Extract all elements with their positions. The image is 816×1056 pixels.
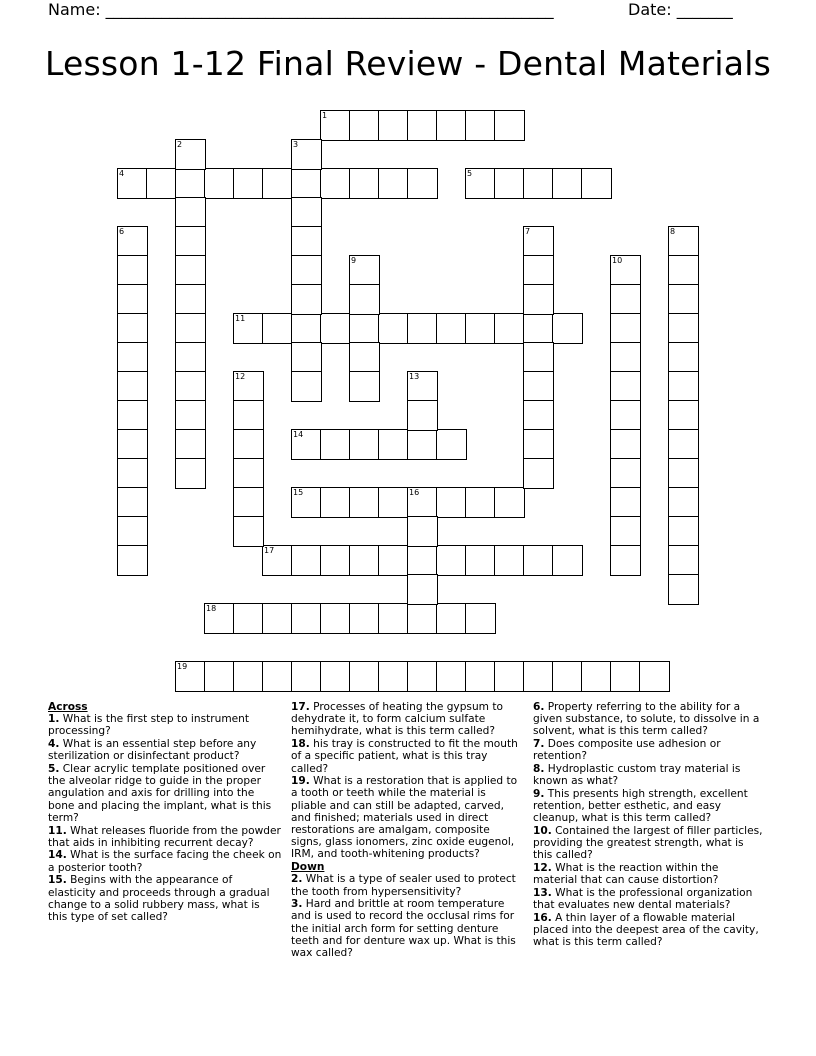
clue-text: What releases fluoride from the powder that aids in inhibiting recurrent decay? [48,824,281,849]
clues-column-2 [291,701,523,960]
crossword-cell[interactable] [668,255,699,286]
crossword-cell[interactable] [436,487,467,518]
crossword-cell[interactable] [668,371,699,402]
crossword-cell[interactable] [117,371,148,402]
crossword-cell[interactable] [291,255,322,286]
crossword-cell[interactable] [494,545,525,576]
crossword-cell[interactable] [291,661,322,692]
crossword-cell[interactable] [117,400,148,431]
cell-number: 2 [177,140,183,149]
crossword-cell[interactable] [436,661,467,692]
cell-number: 19 [177,662,188,671]
crossword-cell[interactable] [349,284,380,315]
crossword-cell[interactable] [668,226,699,257]
crossword-cell[interactable] [610,313,641,344]
clue-down-9 [533,788,765,825]
clue-across-18 [291,738,523,775]
crossword-cell[interactable] [610,487,641,518]
crossword-cell[interactable] [668,545,699,576]
crossword-cell[interactable] [523,371,554,402]
crossword-cell[interactable] [407,110,438,141]
crossword-cell[interactable] [262,168,293,199]
crossword-cell[interactable] [407,400,438,431]
crossword-cell[interactable] [175,168,206,199]
date-field[interactable]: Date: _______ [628,0,733,19]
crossword-cell[interactable] [291,284,322,315]
crossword-cell[interactable] [349,429,380,460]
crossword-cell[interactable] [378,168,409,199]
crossword-cell[interactable] [117,226,148,257]
crossword-cell[interactable] [320,429,351,460]
crossword-cell[interactable] [233,516,264,547]
clue-number: 12. [533,862,552,875]
crossword-cell[interactable] [407,661,438,692]
crossword-cell[interactable] [291,371,322,402]
crossword-cell[interactable] [291,197,322,228]
crossword-cell[interactable] [175,197,206,228]
crossword-cell[interactable] [291,139,322,170]
crossword-cell[interactable] [262,545,293,576]
clue-text: Property referring to the ability for a given substance, to solute, to dissolve in a solvent, what is this term called? [533,701,760,738]
crossword-cell[interactable] [175,458,206,489]
crossword-cell[interactable] [407,168,438,199]
clue-text: A thin layer of a flowable material placed into the deepest area of the cavity, what is this term called? [533,911,759,949]
clue-text: Begins with the appearance of elasticity and proceeds through a gradual change to a solid rubbery mass, what is this type of set called? [48,874,270,923]
crossword-cell[interactable] [320,545,351,576]
clue-number: 16. [533,911,552,924]
crossword-cell[interactable] [291,603,322,634]
cell-number: 6 [119,227,125,236]
crossword-cell[interactable] [436,313,467,344]
crossword-cell[interactable] [175,661,206,692]
crossword-cell[interactable] [378,487,409,518]
name-field[interactable]: Name: ________________________________________________________ [48,0,554,19]
crossword-cell[interactable] [146,168,177,199]
crossword-cell[interactable] [117,342,148,373]
crossword-cell[interactable] [349,168,380,199]
crossword-cell[interactable] [668,400,699,431]
crossword-cell[interactable] [291,545,322,576]
crossword-cell[interactable] [175,429,206,460]
crossword-cell[interactable] [523,458,554,489]
crossword-cell[interactable] [523,168,554,199]
crossword-cell[interactable] [175,226,206,257]
crossword-cell[interactable] [204,603,235,634]
crossword-cell[interactable] [523,545,554,576]
cell-number: 4 [119,169,125,178]
cell-number: 13 [409,372,420,381]
cell-number: 15 [293,488,304,497]
crossword-cell[interactable] [436,429,467,460]
crossword-cell[interactable] [668,429,699,460]
crossword-cell[interactable] [175,139,206,170]
crossword-cell[interactable] [117,487,148,518]
crossword-cell[interactable] [349,371,380,402]
crossword-cell[interactable] [668,342,699,373]
clue-number: 3. [291,898,303,911]
cell-number: 7 [525,227,531,236]
crossword-cell[interactable] [233,603,264,634]
crossword-cell[interactable] [291,487,322,518]
crossword-cell[interactable] [639,661,670,692]
crossword-cell[interactable] [378,545,409,576]
crossword-cell[interactable] [523,429,554,460]
crossword-cell[interactable] [610,255,641,286]
crossword-cell[interactable] [523,342,554,373]
crossword-cell[interactable] [610,516,641,547]
clue-number: 15. [48,874,67,887]
crossword-cell[interactable] [610,661,641,692]
crossword-cell[interactable] [610,284,641,315]
cell-number: 18 [206,604,217,613]
crossword-cell[interactable] [465,545,496,576]
crossword-cell[interactable] [523,255,554,286]
crossword-cell[interactable] [494,168,525,199]
clue-number: 19. [291,775,310,788]
clue-number: 1. [48,713,60,726]
crossword-cell[interactable] [407,429,438,460]
clue-number: 2. [291,873,303,886]
clue-across-1 [48,713,282,737]
cell-number: 12 [235,372,246,381]
crossword-cell[interactable] [552,545,583,576]
crossword-cell[interactable] [117,458,148,489]
crossword-cell[interactable] [349,603,380,634]
crossword-cell[interactable] [552,661,583,692]
crossword-cell[interactable] [349,545,380,576]
clue-number: 10. [533,825,552,838]
crossword-cell[interactable] [291,226,322,257]
crossword-cell[interactable] [349,255,380,286]
crossword-cell[interactable] [523,661,554,692]
crossword-cell[interactable] [204,661,235,692]
crossword-cell[interactable] [494,661,525,692]
crossword-cell[interactable] [175,255,206,286]
crossword-cell[interactable] [668,284,699,315]
cell-number: 17 [264,546,275,555]
crossword-cell[interactable] [117,255,148,286]
crossword-cell[interactable] [494,110,525,141]
cell-number: 3 [293,140,299,149]
crossword-cell[interactable] [175,342,206,373]
clues-column-1 [48,701,282,924]
crossword-cell[interactable] [204,168,235,199]
crossword-cell[interactable] [610,400,641,431]
clue-number: 6. [533,701,545,713]
crossword-cell[interactable] [610,371,641,402]
clue-down-2 [291,873,523,897]
crossword-cell[interactable] [436,603,467,634]
crossword-cell[interactable] [349,313,380,344]
clue-text: Processes of heating the gypsum to dehydrate it, to form calcium sulfate hemihydrate, what is this term called? [291,701,503,738]
clue-across-17 [291,701,523,738]
cell-number: 10 [612,256,623,265]
clue-across-5 [48,763,282,824]
clue-number: 4. [48,738,60,751]
crossword-cell[interactable] [407,371,438,402]
crossword-cell[interactable] [291,342,322,373]
clue-number: 8. [533,763,545,776]
clue-text: his tray is constructed to fit the mouth of a specific patient, what is this tray called? [291,738,518,775]
clue-number: 7. [533,738,545,751]
clue-down-8 [533,763,765,787]
crossword-cell[interactable] [668,574,699,605]
page-title: Lesson 1-12 Final Review - Dental Materials [45,44,771,83]
clue-down-7 [533,738,765,762]
clue-number: 17. [291,701,310,713]
crossword-cell[interactable] [378,603,409,634]
crossword-cell[interactable] [436,110,467,141]
crossword-cell[interactable] [349,110,380,141]
crossword-cell[interactable] [407,487,438,518]
crossword-cell[interactable] [552,313,583,344]
crossword-cell[interactable] [668,487,699,518]
crossword-cell[interactable] [349,661,380,692]
clue-text: What is the surface facing the cheek on a posterior tooth? [48,849,282,874]
crossword-cell[interactable] [610,458,641,489]
crossword-cell[interactable] [233,313,264,344]
crossword-cell[interactable] [233,400,264,431]
crossword-cell[interactable] [378,429,409,460]
crossword-cell[interactable] [117,516,148,547]
clue-text: What is an essential step before any sterilization or disinfectant product? [48,738,257,763]
cell-number: 5 [467,169,473,178]
clue-text: Clear acrylic template positioned over the alveolar ridge to guide in the proper angulation and axis for drilling into the bone and placing the implant, what is this term? [48,763,272,824]
cell-number: 11 [235,314,246,323]
crossword-cell[interactable] [523,313,554,344]
crossword-cell[interactable] [320,603,351,634]
crossword-cell[interactable] [465,661,496,692]
cell-number: 1 [322,111,328,120]
clue-text: Hard and brittle at room temperature and is used to record the occlusal rims for the initial arch form for setting denture teeth and for denture wax up. What is this wax called? [291,898,516,960]
clue-text: Contained the largest of filler particles, providing the greatest strength, what is this called? [533,825,763,862]
clue-text: What is the reaction within the material that can cause distortion? [533,862,719,887]
crossword-cell[interactable] [320,487,351,518]
crossword-cell[interactable] [175,284,206,315]
clue-number: 13. [533,887,552,900]
crossword-cell[interactable] [668,458,699,489]
crossword-cell[interactable] [233,429,264,460]
crossword-cell[interactable] [233,487,264,518]
cell-number: 14 [293,430,304,439]
crossword-cell[interactable] [407,516,438,547]
clue-text: What is a restoration that is applied to a tooth or teeth while the material is pliable and can still be adapted, carved, and finished; materials used in direct restorations are amalgam, composite signs, glass ionomers, zinc oxide eugenol, IRM, and tooth-whitening products? [291,775,518,861]
crossword-cell[interactable] [233,661,264,692]
clue-down-16 [533,912,765,949]
crossword-cell[interactable] [407,545,438,576]
crossword-cell[interactable] [320,661,351,692]
crossword-cell[interactable] [610,342,641,373]
crossword-cell[interactable] [117,284,148,315]
clue-number: 5. [48,763,60,776]
crossword-cell[interactable] [436,545,467,576]
crossword-cell[interactable] [349,342,380,373]
clue-across-19 [291,775,523,860]
crossword-cell[interactable] [581,661,612,692]
crossword-cell[interactable] [320,110,351,141]
clue-down-10 [533,825,765,862]
crossword-cell[interactable] [378,110,409,141]
clue-text: This presents high strength, excellent retention, better esthetic, and easy cleanup, what is this term called? [533,787,748,825]
crossword-cell[interactable] [175,313,206,344]
crossword-cell[interactable] [610,429,641,460]
crossword-cell[interactable] [349,487,380,518]
crossword-cell[interactable] [523,226,554,257]
clue-across-14 [48,849,282,873]
crossword-cell[interactable] [552,168,583,199]
crossword-cell[interactable] [233,458,264,489]
cell-number: 16 [409,488,420,497]
clue-number: 14. [48,849,67,862]
crossword-cell[interactable] [407,313,438,344]
crossword-cell[interactable] [465,168,496,199]
clue-across-4 [48,738,282,762]
clues-column-3 [533,701,765,949]
crossword-cell[interactable] [581,168,612,199]
crossword-cell[interactable] [378,661,409,692]
clue-across-15 [48,874,282,923]
crossword-cell[interactable] [117,545,148,576]
down-heading: Down [291,861,325,874]
clue-text: What is a type of sealer used to protect the tooth from hypersensitivity? [291,873,516,898]
clue-down-3 [291,898,523,959]
crossword-cell[interactable] [407,603,438,634]
crossword-cell[interactable] [262,661,293,692]
clue-text: Does composite use adhesion or retention? [533,738,721,763]
crossword-cell[interactable] [668,516,699,547]
across-heading: Across [48,701,88,713]
crossword-cell[interactable] [262,603,293,634]
crossword-cell[interactable] [378,313,409,344]
crossword-cell[interactable] [407,574,438,605]
crossword-cell[interactable] [291,429,322,460]
crossword-cell[interactable] [291,168,322,199]
crossword-cell[interactable] [494,313,525,344]
clue-down-12 [533,862,765,886]
crossword-cell[interactable] [494,487,525,518]
clue-text: What is the professional organization that evaluates new dental materials? [533,887,753,912]
cell-number: 9 [351,256,357,265]
cell-number: 8 [670,227,676,236]
crossword-cell[interactable] [233,168,264,199]
crossword-cell[interactable] [291,313,322,344]
crossword-cell[interactable] [610,545,641,576]
crossword-cell[interactable] [465,313,496,344]
crossword-cell[interactable] [668,313,699,344]
crossword-cell[interactable] [465,487,496,518]
clue-down-13 [533,887,765,911]
crossword-cell[interactable] [465,603,496,634]
crossword-cell[interactable] [233,371,264,402]
crossword-cell[interactable] [117,168,148,199]
clue-down-6 [533,701,765,738]
clue-number: 18. [291,738,310,751]
crossword-cell[interactable] [523,284,554,315]
crossword-cell[interactable] [117,429,148,460]
crossword-cell[interactable] [320,313,351,344]
clue-across-11 [48,825,282,849]
clue-number: 11. [48,824,67,837]
clue-text: What is the first step to instrument processing? [48,713,250,738]
crossword-cell[interactable] [262,313,293,344]
crossword-cell[interactable] [175,400,206,431]
crossword-cell[interactable] [465,110,496,141]
clue-number: 9. [533,787,545,800]
clue-text: Hydroplastic custom tray material is known as what? [533,763,741,788]
crossword-cell[interactable] [523,400,554,431]
crossword-cell[interactable] [320,168,351,199]
crossword-cell[interactable] [175,371,206,402]
crossword-cell[interactable] [117,313,148,344]
